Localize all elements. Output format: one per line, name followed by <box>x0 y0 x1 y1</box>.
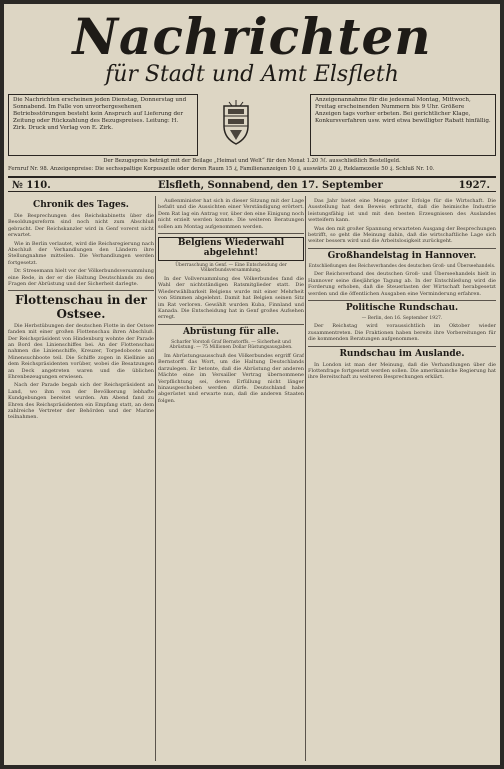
divider <box>308 300 496 301</box>
article-paragraph: Wie in Berlin verlautet, wird die Reichsregierung nach Abschluß der Verhandlungen den Ländern ihre Stellungnahme mitteilen. Die Verhandlungen werden fortgesetzt. <box>8 240 154 266</box>
newspaper-page <box>4 4 500 765</box>
article-paragraph: Außenminister hat sich in dieser Sitzung mit der Lage befaßt und die Aussichten einer Verständigung erörtert. Dem Rat lag ein Antrag vor, über den eine Einigung noch nicht erzielt werden konnte. Die weiteren Beratungen sollen am Montag aufgenommen werden. <box>158 198 304 230</box>
dateline-bar <box>8 176 496 192</box>
section-heading: Rundschau im Auslande. <box>339 348 465 359</box>
article-paragraph: In London ist man der Meinung, daß die Verhandlungen über die Flottenfrage fortgesetzt werden sollen. Die amerikanische Regierung hat ihre Bereitschaft zu weiteren Besprechungen erklärt. <box>308 361 496 381</box>
section-heading: Chronik des Tages. <box>33 200 129 210</box>
divider <box>308 346 496 347</box>
article-paragraph: Die Herbstübungen der deutschen Flotte in der Ostsee fanden mit einer großen Flottenschau ihren Abschluß. Der Reichspräsident von Hindenburg wohnte der Parade an Bord des Linienschiffes bei. An der Flottenschau nahmen die Linienschiffe, Kreuzer, Torpedoboote und Minensuchboote teil. Die Schiffe zogen in Kiellinie an dem Reichspräsidenten vorüber, wobei die Besatzungen an Deck angetreten waren und die üblichen Ehrenbezeugungen erwiesen. <box>8 322 154 380</box>
column-3 <box>308 198 496 758</box>
section-heading: Belgiens Wiederwahl abgelehnt! <box>158 237 304 261</box>
article-paragraph: Dr. Stresemann hielt vor der Völkerbundsversammlung eine Rede, in der er die Haltung Deutschlands zu den Fragen der Abrüstung und der Sicherheit darlegte. <box>8 268 154 287</box>
masthead-subtitle: für Stadt und Amt Elsfleth <box>105 62 399 87</box>
article-paragraph: In der Vollversammlung des Völkerbundes fand die Wahl der nichtständigen Ratsmitglieder statt. Die Wiederwählbarkeit Belgiens wurde mit einer Mehrheit von Stimmen abgelehnt. Damit hat Belgien seinen Sitz im Rat verloren. Gewählt wurden Kuba, Finnland und Kanada. Die Entscheidung hat in Genf großes Aufsehen erregt. <box>158 276 304 321</box>
header-notice-left: Die Nachrichten erscheinen jeden Dienstag, Donnerstag und Sonnabend. Im Falle von unvorhergesehenen Betriebsstörungen besteht kein Anspruch auf Lieferung der Zeitung oder Rückzahlung des Bezugspreises. Leitung: H. Zirk. Druck und Verlag von E. Zirk. <box>8 94 198 156</box>
divider <box>158 233 304 234</box>
section-heading: Abrüstung für alle. <box>182 326 280 337</box>
column-2 <box>158 198 304 758</box>
column-1 <box>8 198 154 758</box>
article-subheading: Überraschung in Genf. — Eine Entscheidung der Völkerbundsversammlung. <box>175 262 287 274</box>
issue-number: № 110. <box>12 180 51 191</box>
article-subheading: — Berlin, den 16. September 1927. <box>361 315 443 321</box>
article-paragraph: Die Besprechungen des Reichskabinetts über die Besoldungsreform sind noch nicht zum Abschluß gebracht. Der Reichskanzler wird in Genf vorerst nicht erwartet. <box>8 212 154 239</box>
issue-date: Elsfleth, Sonnabend, den 17. September <box>158 180 383 191</box>
article-paragraph: Im Abrüstungsausschuß des Völkerbundes ergriff Graf Bernstorff das Wort, um die Haltung Deutschlands darzulegen. Er betonte, daß die Abrüstung der anderen Mächte eine im Versailler Vertrag übernommene Verpflichtung sei, deren Erfüllung nicht länger hinausgeschoben werden dürfe. Deutschland habe abgerüstet und erwarte nun, daß die anderen Staaten folgen. <box>158 352 304 404</box>
divider <box>8 290 154 291</box>
section-heading: Flottenschau in der Ostsee. <box>15 293 147 321</box>
coat-of-arms-icon <box>220 100 252 146</box>
section-heading: Großhandelstag in Hannover. <box>327 250 477 261</box>
article-paragraph: Nach der Parade begab sich der Reichspräsident an Land, wo ihm von der Bevölkerung lebhafte Kundgebungen bereitet wurden. Am Abend fand zu Ehren des Reichspräsidenten ein Empfang statt, an dem zahlreiche Vertreter der Behörden und der Marine teilnahmen. <box>8 382 154 421</box>
article-paragraph: Was den mit großer Spannung erwarteten Ausgang der Besprechungen betrifft, so geht die Meinung dahin, daß die wirtschaftliche Lage sich weiter bessern wird und die Arbeitslosigkeit zurückgeht. <box>308 225 496 245</box>
header-notice-right: Anzeigenannahme für die jedesmal Montag, Mittwoch, Freitag erscheinenden Nummern bis 9 Uhr. Größere Anzeigen tags vorher erbeten. Bei gerichtlicher Klage, Konkursverfahren usw. wird etwa bewilligter Rabatt hinfällig. <box>310 94 496 156</box>
article-subheading: Scharfer Vorstoß Graf Bernstorffs. — Sicherheit und Abrüstung. — 75 Millionen Dollar Rüstungsausgaben. <box>169 339 293 351</box>
subscription-info: Der Bezugspreis beträgt mit der Beilage „Heimat und Welt“ für den Monat 1.20 ℳ. ausschließlich Bestellgeld. <box>103 158 401 164</box>
article-subheading: Entschließungen des Reichsverbandes des deutschen Groß- und Überseehandels. <box>308 263 496 269</box>
column-divider <box>155 196 156 761</box>
divider <box>308 248 496 249</box>
article-paragraph: Der Reichstag wird voraussichtlich im Oktober wieder zusammentreten. Die Fraktionen haben bereits ihre Vorbereitungen für die kommenden Beratungen aufgenommen. <box>308 323 496 343</box>
column-divider <box>305 196 306 761</box>
pricing-info: Fernruf Nr. 98. Anzeigenpreise: Die sechsspaltige Korpuszeile oder deren Raum 15 ₰, Familienanzeigen 10 ₰, auswärts 20 ₰, Reklamezeile 50 ₰. Schluß Nr. 10. <box>8 166 435 172</box>
issue-year: 1927. <box>458 180 490 191</box>
divider <box>158 324 304 325</box>
section-heading: Politische Rundschau. <box>345 302 459 313</box>
masthead-title: Nachrichten <box>72 7 432 66</box>
article-paragraph: Der Reichsverband des deutschen Groß- und Überseehandels hielt in Hannover seine diesjährige Tagung ab. In der Entschließung wird die Forderung erhoben, daß die Steuerlasten der Wirtschaft herabgesetzt werden und die öffentlichen Ausgaben eine Verminderung erfahren. <box>308 271 496 297</box>
article-paragraph: Das Jahr bietet eine Menge guter Erfolge für die Wirtschaft. Die Ausstellung hat den Beweis erbracht, daß die heimische Industrie leistungsfähig ist und mit den besten Erzeugnissen des Auslandes wetteifern kann. <box>308 198 496 224</box>
